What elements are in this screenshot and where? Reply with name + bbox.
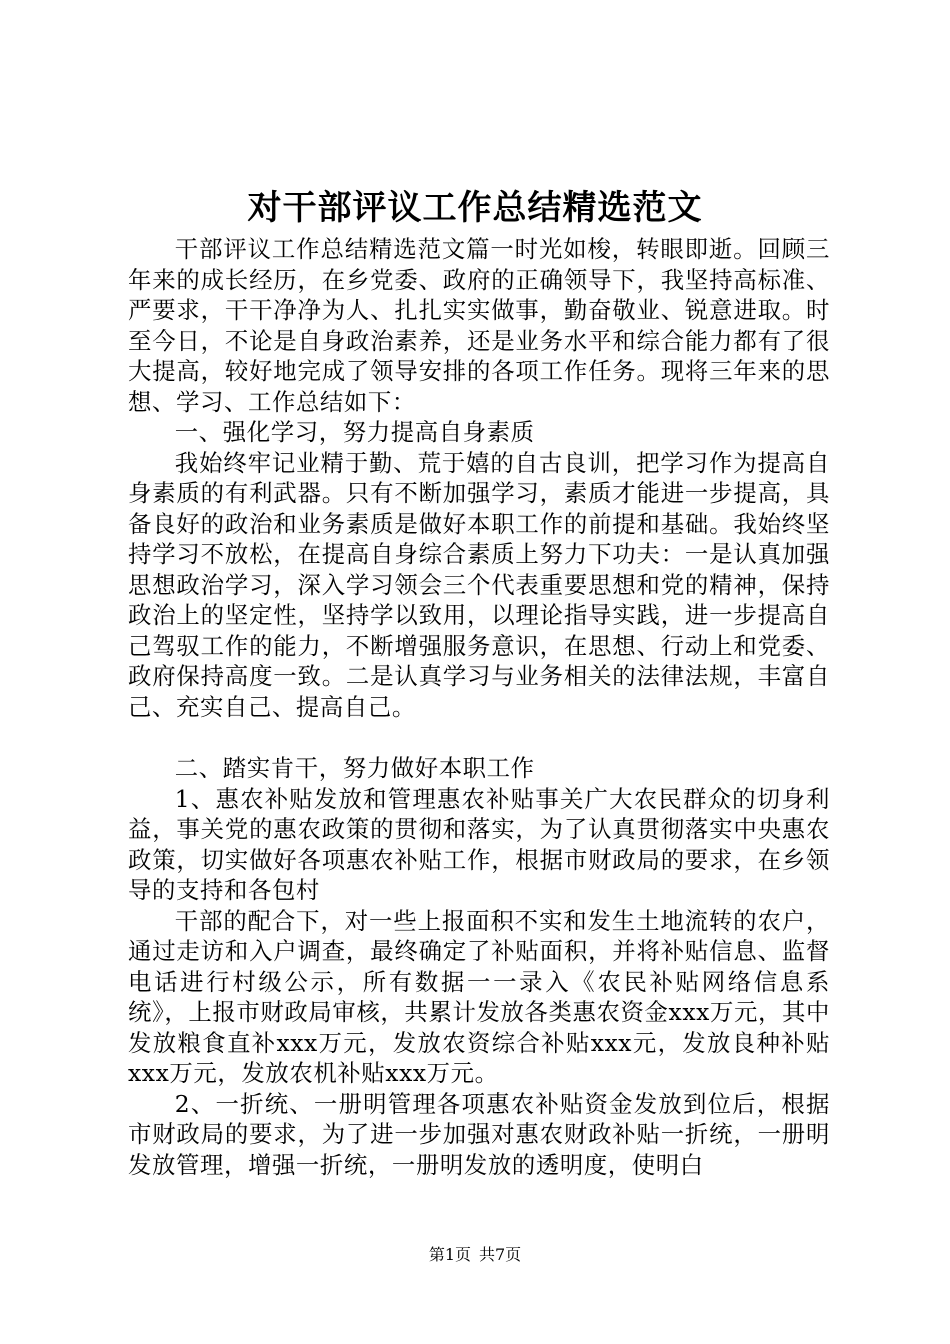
paragraph-subsidy-1-cont: 干部的配合下，对一些上报面积不实和发生土地流转的农户，通过走访和入户调查，最终确定了补贴面积，并将补贴信息、监督电话进行村级公示，所有数据一一录入《农民补贴网络信息系统》，上报市财政局审核，共累计发放各类惠农资金xxx万元，其中发放粮食直补xxx万元，发放农资综合补贴xxx元，发放良种补贴xxx万元，发放农机补贴xxx万元。: [128, 906, 830, 1087]
document-title: 对干部评议工作总结精选范文: [247, 188, 703, 228]
section-heading-1: 一、强化学习，努力提高自身素质: [174, 418, 535, 446]
page-number: 第1页: [428, 1245, 471, 1264]
paragraph-subsidy-1: 1、惠农补贴发放和管理惠农补贴事关广大农民群众的切身利益，事关党的惠农政策的贯彻和落实，为了认真贯彻落实中央惠农政策，切实做好各项惠农补贴工作，根据市财政局的要求，在乡领导的支持和各包村: [128, 784, 830, 904]
section-heading-2: 二、踏实肯干，努力做好本职工作: [174, 754, 535, 782]
blank-line: [128, 722, 830, 753]
paragraph-intro: 干部评议工作总结精选范文篇一时光如梭，转眼即逝。回顾三年来的成长经历，在乡党委、政府的正确领导下，我坚持高标准、严要求，干干净净为人、扎扎实实做事，勤奋敬业、锐意进取。时至今日，不论是自身政治素养，还是业务水平和综合能力都有了很大提高，较好地完成了领导安排的各项工作任务。现将三年来的思想、学习、工作总结如下：: [128, 235, 830, 416]
document-body: [128, 234, 830, 1180]
paragraph-study: 我始终牢记业精于勤、荒于嬉的自古良训，把学习作为提高自身素质的有利武器。只有不断加强学习，素质才能进一步提高，具备良好的政治和业务素质是做好本职工作的前提和基础。我始终坚持学习不放松，在提高自身综合素质上努力下功夫：一是认真加强思想政治学习，深入学习领会三个代表重要思想和党的精神，保持政治上的坚定性，坚持学以致用，以理论指导实践，进一步提高自己驾驭工作的能力，不断增强服务意识，在思想、行动上和党委、政府保持高度一致。二是认真学习与业务相关的法律法规，丰富自己、充实自己、提高自己。: [128, 448, 830, 721]
page-total: 共7页: [479, 1245, 522, 1264]
paragraph-subsidy-2: 2、一折统、一册明管理各项惠农补贴资金发放到位后，根据市财政局的要求，为了进一步加强对惠农财政补贴一折统，一册明发放管理，增强一折统，一册明发放的透明度，使明白: [128, 1089, 830, 1179]
page-footer: [0, 1244, 950, 1266]
